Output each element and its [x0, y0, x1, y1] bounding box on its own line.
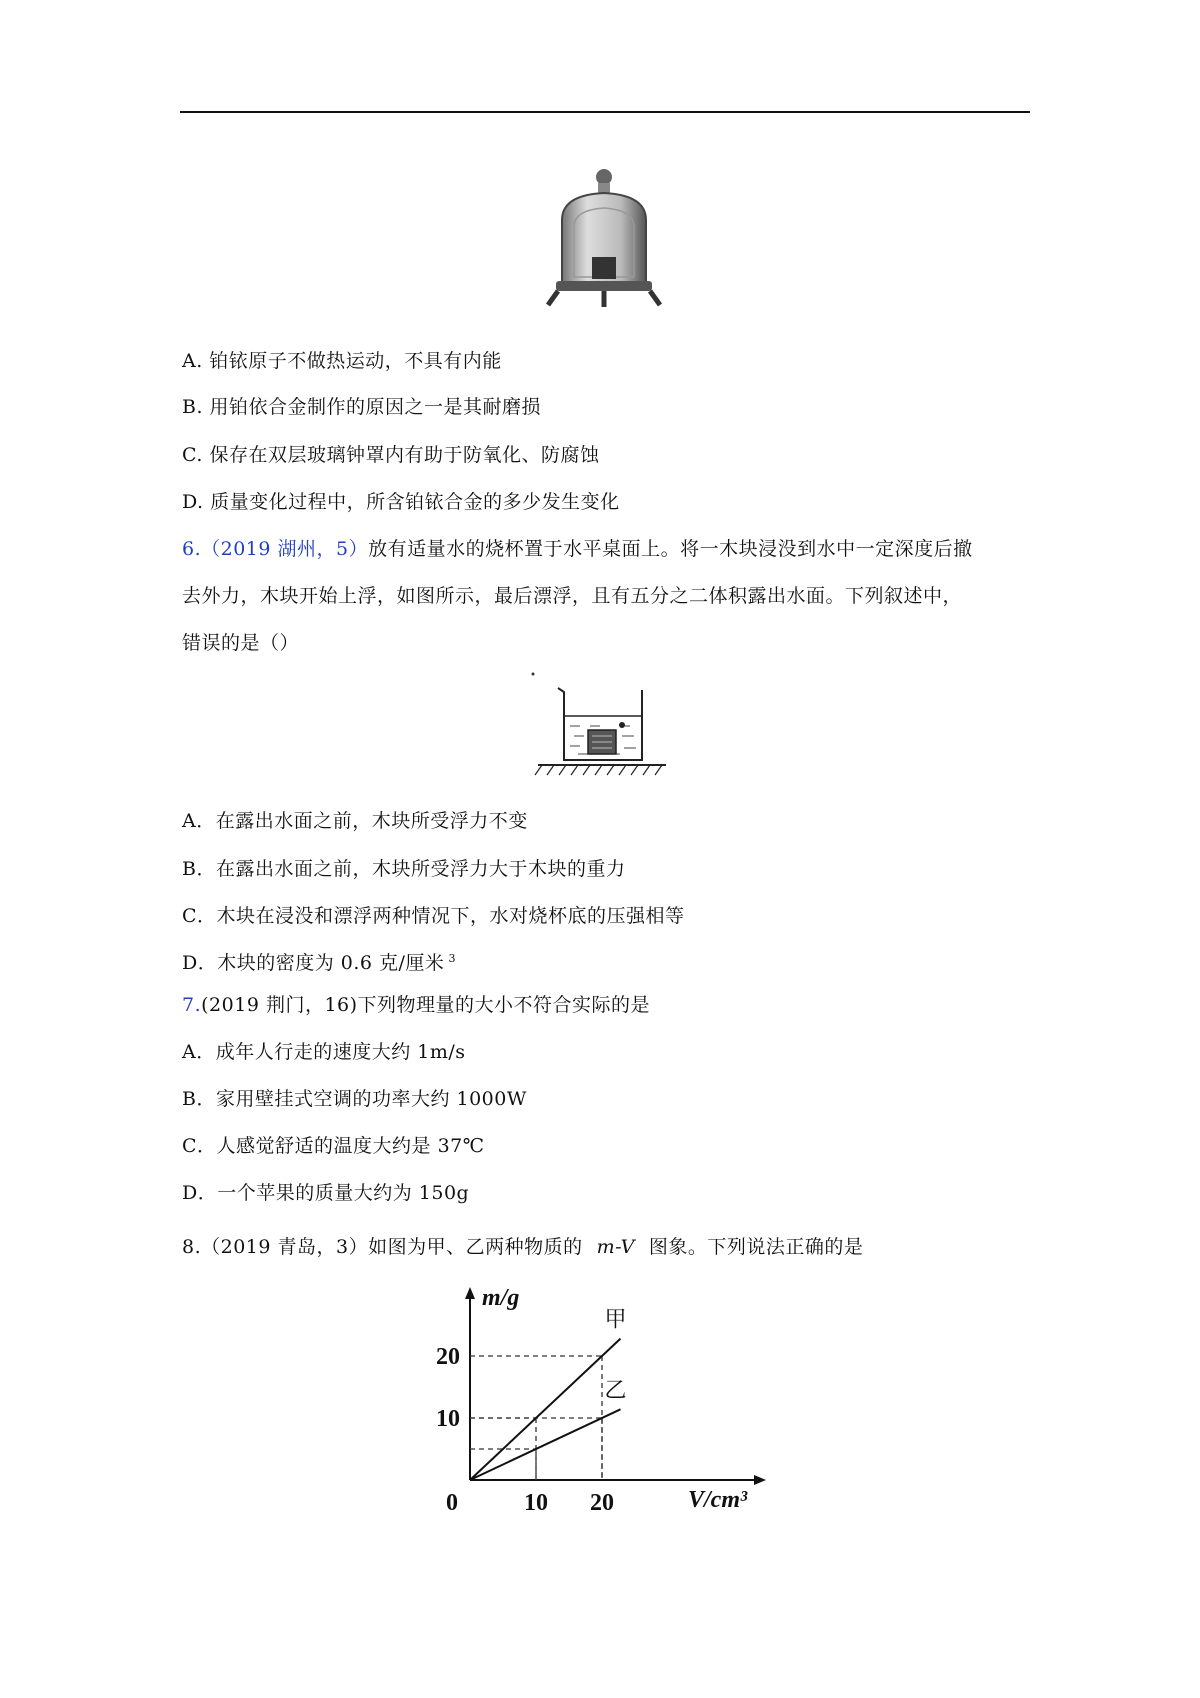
series-line-1 [470, 1409, 620, 1480]
y-tick-10: 10 [436, 1406, 460, 1432]
beaker-diagram [530, 670, 675, 785]
q6-stem-line3: 错误的是（） [182, 632, 300, 654]
x-tick-0: 0 [446, 1490, 458, 1516]
q6-option-d-text: D．木块的密度为 0.6 克/厘米 [182, 952, 445, 974]
series-label-0: 甲 [604, 1307, 627, 1333]
q8-stem-var: m-V [596, 1236, 635, 1258]
q7-stem-text: (2019 荆门，16)下列物理量的大小不符合实际的是 [201, 994, 651, 1016]
q6-stem-line2: 去外力，木块开始上浮，如图所示，最后漂浮，且有五分之二体积露出水面。下列叙述中， [182, 585, 963, 607]
header-rule [180, 111, 1030, 113]
q7-number: 7. [182, 994, 202, 1016]
q6-option-d [182, 948, 456, 975]
y-axis-label: m/g [482, 1285, 520, 1311]
series-label-1: 乙 [604, 1378, 627, 1404]
x-tick-10: 10 [524, 1490, 548, 1516]
x-axis-arrow [754, 1475, 766, 1485]
q5-option-a: A. 铂铱原子不做热运动，不具有内能 [182, 350, 502, 372]
q6-source: 6.（2019 湖州，5） [182, 538, 369, 560]
q5-option-b: B. 用铂依合金制作的原因之一是其耐磨损 [182, 396, 542, 418]
y-tick-20: 20 [436, 1344, 460, 1370]
series-line-0 [470, 1339, 620, 1480]
q5-option-d: D. 质量变化过程中，所含铂铱合金的多少发生变化 [182, 491, 620, 513]
q6-option-c: C．木块在浸没和漂浮两种情况下，水对烧杯底的压强相等 [182, 905, 685, 927]
y-axis-arrow [465, 1287, 475, 1299]
q6-stem-line1 [182, 534, 973, 561]
q5-option-c: C. 保存在双层玻璃钟罩内有助于防氧化、防腐蚀 [182, 444, 600, 466]
q8-stem-post: 图象。下列说法正确的是 [648, 1236, 864, 1258]
q8-stem [182, 1232, 863, 1259]
q6-option-d-sup: 3 [448, 951, 456, 965]
x-axis-label: V/cm³ [688, 1487, 748, 1513]
q7-option-b: B．家用壁挂式空调的功率大约 1000W [182, 1088, 527, 1110]
q8-stem-pre: 8.（2019 青岛，3）如图为甲、乙两种物质的 [182, 1236, 583, 1258]
q7-option-a: A．成年人行走的速度大约 1m/s [182, 1041, 466, 1063]
mv-chart [436, 1275, 780, 1535]
bell-jar-picture [540, 165, 670, 310]
q7-option-c: C．人感觉舒适的温度大约是 37℃ [182, 1135, 485, 1157]
q7-option-d: D．一个苹果的质量大约为 150g [182, 1182, 470, 1204]
q6-stem-line1-rest: 放有适量水的烧杯置于水平桌面上。将一木块浸没到水中一定深度后撤 [368, 538, 973, 560]
q6-option-a: A．在露出水面之前，木块所受浮力不变 [182, 810, 528, 832]
x-tick-20: 20 [590, 1490, 614, 1516]
q7-stem [182, 990, 650, 1017]
q6-option-b: B．在露出水面之前，木块所受浮力大于木块的重力 [182, 858, 626, 880]
